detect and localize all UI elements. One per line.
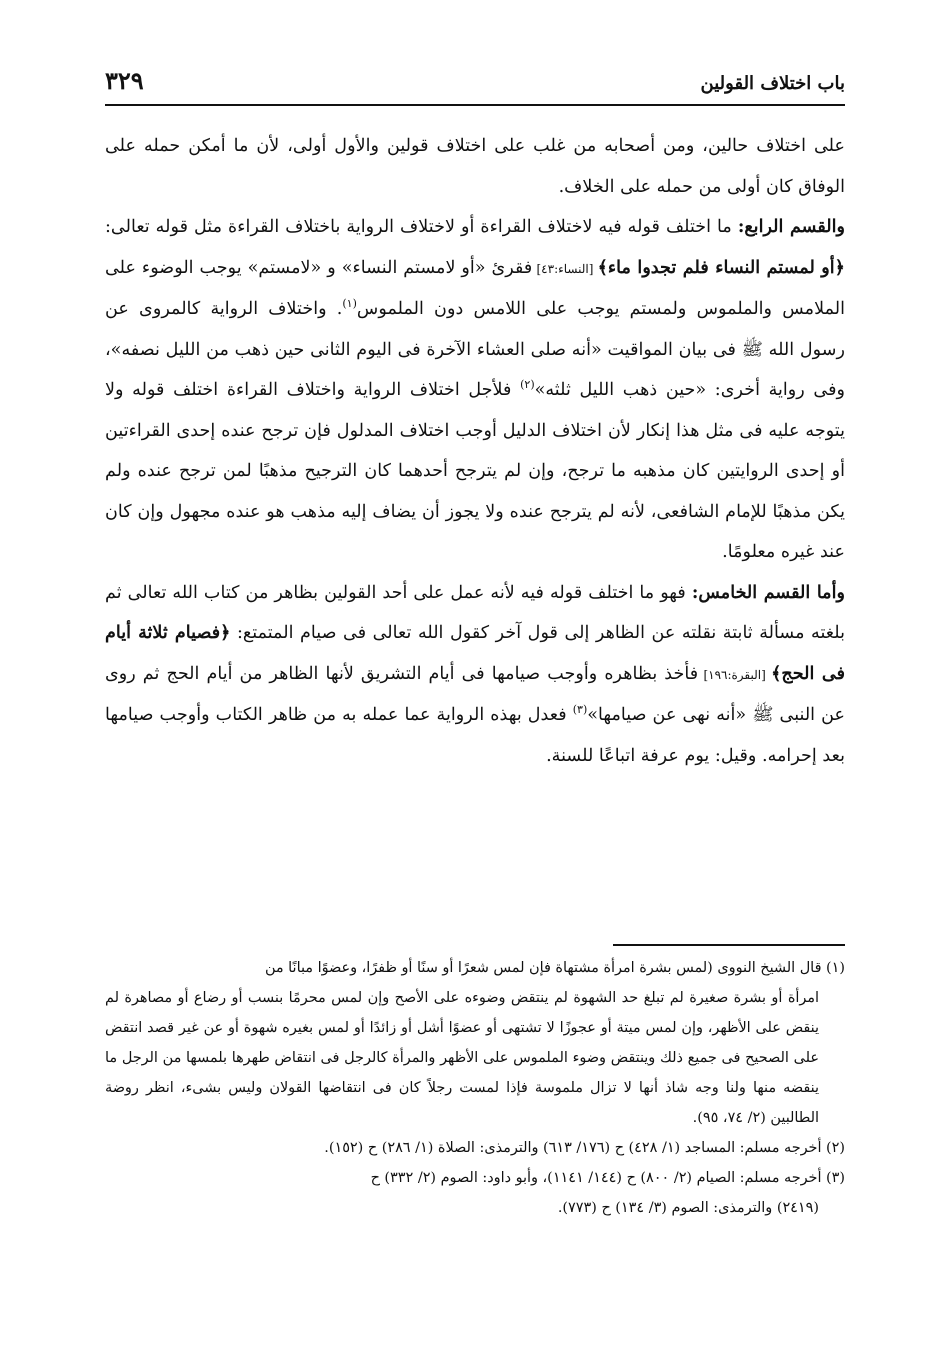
footnote-1-first-line: (١) قال الشيخ النووى (لمس بشرة امرأة مشتهاة فإن لمس شعرًا أو سنًا أو ظفرًا، وعضوًا مبانًا من [264, 960, 845, 976]
paragraph-2-text-d: فلأجل اختلاف الرواية واختلاف القراءة اختلف قوله ولا يتوجه عليه فى مثل هذا إنكار لأن اختلاف الدليل أوجب اختلاف المدلول فإن ترجح عنده إحدى القراءتين أو إحدى الروايتين كان مذهبه ما ترجح، وإن لم يترجح أحدهما كان الترجيح مذهبًا لمن ترجح عنده ولم يكن مذهبًا للإمام الشافعى، لأنه لم يترجح عنده ولا يجوز أن يضاف إليه مذهب هو عنده مجهول وإن كان عند غيره معلومًا. [105, 380, 845, 562]
quran-verse-nisa: ﴿أو لمستم النساء فلم تجدوا ماء﴾ [597, 256, 845, 278]
footnote-marker-1[interactable]: (١) [342, 297, 357, 311]
paragraph-3-text-a: فهو ما اختلف قوله فيه لأنه عمل على أحد القولين بظاهر من كتاب الله تعالى ثم بلغته مسألة ثابتة نقلته عن الظاهر إلى قول آخر كقول الله تعالى فى صيام المتمتع: [105, 582, 845, 643]
page-number: ٣٢٩ [105, 66, 144, 95]
footnote-marker-3[interactable]: (٣) [572, 703, 588, 717]
paragraph-3-text-b: فأخذ بظاهره وأوجب صيامها فى أيام التشريق لأنها الظاهر من أيام الحج ثم روى عن النبى ﷺ «أنه نهى عن صيامها» [105, 663, 846, 725]
paragraph-2-text-c: . واختلاف الرواية كالمروى عن رسول الله ﷺ فى بيان المواقيت «أنه صلى العشاء الآخرة فى اليوم الثانى حين ذهب من الليل نصفه»، وفى رواية أخرى: «حين ذهب الليل ثلثه» [105, 299, 845, 400]
verse-reference-baqara: [البقرة:١٩٦] [698, 667, 772, 682]
footnote-2: (٢) أخرجه مسلم: المساجد (١/ ٤٢٨) ح (١٧٦/ ٦١٣) والترمذى: الصلاة (١/ ٢٨٦) ح (١٥٢). [324, 1140, 845, 1156]
paragraph-3 [105, 573, 845, 777]
main-text [105, 126, 845, 776]
header-rule [105, 104, 845, 106]
chapter-title: باب اختلاف القولين [700, 73, 845, 94]
paragraph-2 [105, 207, 845, 573]
section-four-heading: والقسم الرابع: [737, 216, 845, 237]
running-header [105, 66, 845, 102]
footnote-3: (٣) أخرجه مسلم: الصيام (٢/ ٨٠٠) ح (١٤٤/ ١١٤١)، وأبو داود: الصوم (٢/ ٣٣٢) ح [370, 1170, 845, 1186]
footnote-3-continuation: (٢٤١٩) والترمذى: الصوم (٣/ ١٣٤) ح (٧٧٣). [557, 1200, 819, 1216]
section-five-heading: وأما القسم الخامس: [691, 581, 845, 603]
paragraph-3-text-c: فعدل بهذه الرواية عما عمله به من ظاهر الكتاب وأوجب صيامها بعد إحرامه. وقيل: يوم عرفة اتباعًا للسنة. [105, 705, 845, 766]
paragraph-1 [105, 126, 845, 207]
footnotes [105, 953, 845, 1223]
paragraph-1-text: على اختلاف حالين، ومن أصحابه من غلب على اختلاف قولين والأول أولى، لأن ما أمكن حمله على الوفاق كان أولى من حمله على الخلاف. [105, 136, 845, 197]
footnote-marker-2[interactable]: (٢) [520, 378, 535, 392]
quran-verse-baqara: ﴿فصيام ثلاثة أيام فى الحج﴾ [105, 622, 845, 684]
footnote-1 [105, 953, 845, 983]
footnote-separator [613, 944, 845, 946]
paragraph-2-text-b: فقرئ «أو لامستم النساء» و «لامستم» يوجب الوضوء على الملامس والملموس ولمستم يوجب على اللامس دون الملموس [105, 257, 845, 319]
verse-reference-nisa: [النساء:٤٣] [532, 261, 598, 276]
book-page [105, 66, 845, 776]
footnote-1-continuation: امرأة أو بشرة صغيرة لم تبلغ حد الشهوة لم ينتقض وضوءه على الأصح وإن لمس محرمًا بنسب أو رضاع أو مصاهرة لم ينقض على الأظهر، وإن لمس ميتة أو عجوزًا لا تشتهى أو عضوًا أشل أو زائدًا أو لمس بغيره شهوة أو عن غير قصد انتقض على الصحيح فى جميع ذلك وينتقض وضوء الملموس على الأظهر والمرأة كالرجل فى انتقاض طهرها بلمسها من الرجل ما ينقضه منها ولنا وجه شاذ أنها لا تزال ملموسة فإذا لمست رجلاً كان فى انتقاضها القولان وليس بشىء، انظر روضة الطالبين (٢/ ٧٤، ٩٥). [105, 990, 819, 1126]
paragraph-2-text-a: ما اختلف قوله فيه لاختلاف القراءة أو لاختلاف الرواية باختلاف القراءة مثل قوله تعالى: [105, 217, 738, 237]
